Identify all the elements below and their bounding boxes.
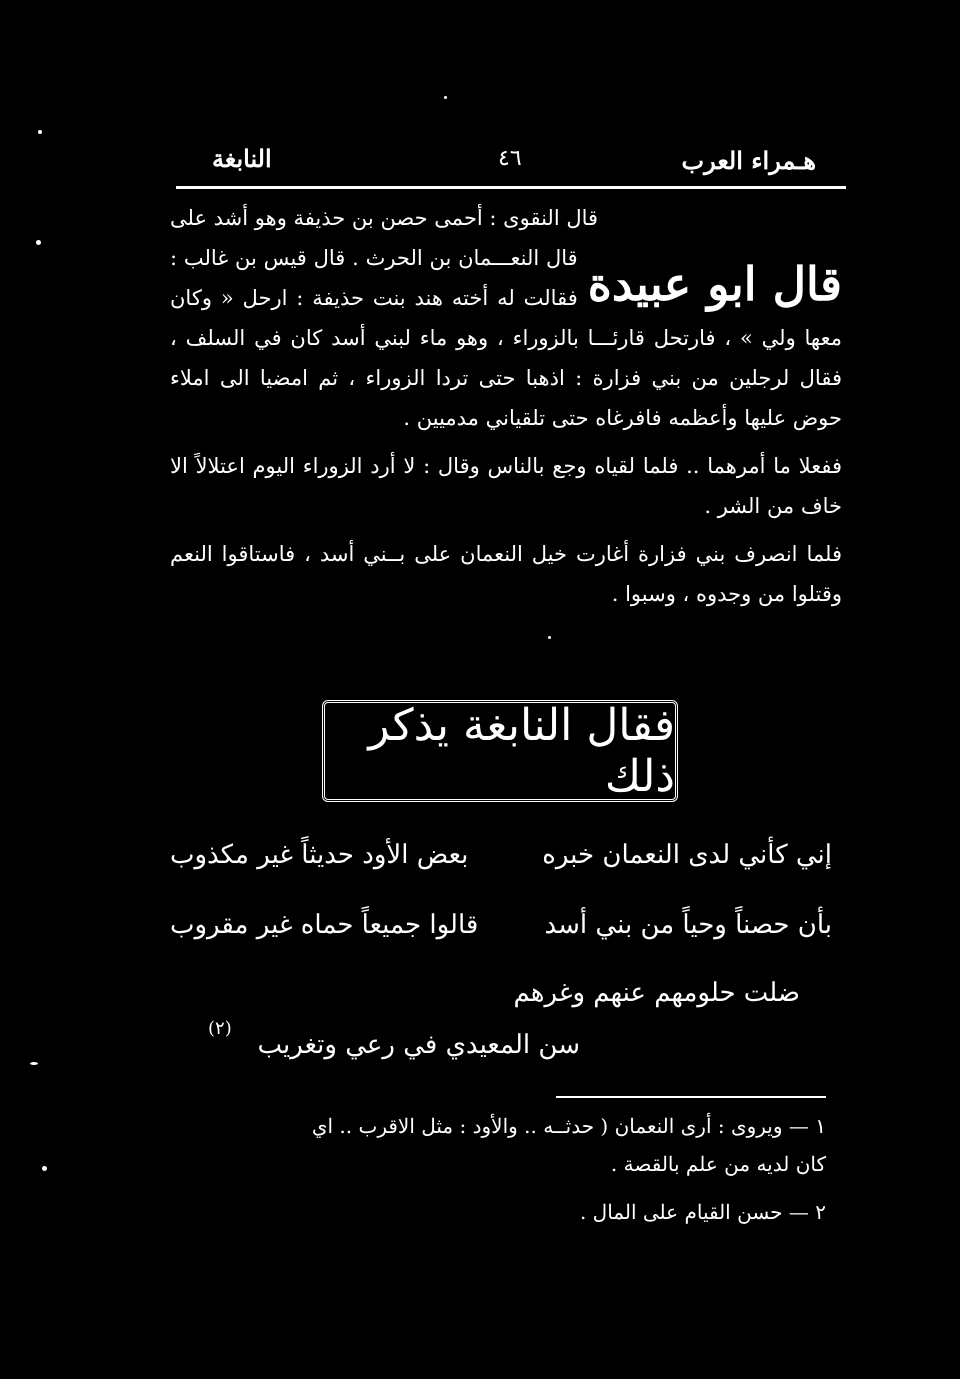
page-number: ٤٦ [498, 146, 522, 171]
page-header [176, 140, 846, 180]
section-title: فقال النابغة يذكر ذلك [368, 700, 675, 802]
footnote-1-line-2: كان لديه من علم بالقصة . [610, 1152, 826, 1176]
scan-speck [42, 1166, 47, 1171]
running-title-left: النابغة [212, 144, 272, 173]
paragraph-2: ففعلا ما أمرهما .. فلما لقياه وجع بالناس وقال : لا أرد الزوراء اليوم اعتلالاً الا خاف من الشر . [170, 454, 842, 518]
scan-speck [30, 1062, 38, 1065]
scan-speck [548, 636, 551, 639]
section-title-box [322, 700, 678, 802]
paragraph-1: قال النعـــمان بن الحرث . قال قيس بن غالب : فقالت له أخته هند بنت حذيفة : ارحل « وكان معها ولي » ، فارتحل قارئـــا بالزوراء ، وهو ماء لبني أسد كان في السلف ، فقال لرجلين من بني فزارة : اذهبا حتى تردا الزوراء ، ثم امضيا الى املاء حوض عليها وأعظمه فافرغاه حتى تلقياني مدميين . [170, 246, 842, 430]
prose-first-line: قال النقوى : أحمى حصن بن حذيفة وهو أشد على [170, 206, 599, 230]
scan-speck [38, 130, 42, 134]
footnote-1-line-1: ١ — ويروى : أرى النعمان ( حدثــه .. والأود : مثل الاقرب .. اي [311, 1114, 826, 1138]
paragraph-3: فلما انصرف بني فزارة أغارت خيل النعمان على بــني أسد ، فاستاقوا النعم وقتلوا من وجدوه ، وسبوا . [170, 542, 842, 606]
footnote-marker: (٢) [208, 1018, 232, 1039]
verse-1-second-hemistich: بعض الأود حديثاً غير مكذوب [170, 840, 469, 870]
running-title-right: هـمراء العرب [681, 146, 816, 175]
footnote-2: ٢ — حسن القيام على المال . [579, 1200, 826, 1224]
header-rule [176, 186, 846, 189]
verse-2-first-hemistich: بأن حصناً وحياً من بني أسد [544, 910, 832, 940]
scan-speck [36, 240, 41, 245]
footnote-rule [556, 1096, 826, 1098]
verse-1-first-hemistich: إني كأني لدى النعمان خبره [542, 840, 832, 870]
lead-phrase: قال ابو عبيدة [587, 257, 842, 311]
prose-block [170, 198, 842, 614]
verse-3-first-hemistich: ضلت حلومهم عنهم وغرهم [513, 978, 800, 1008]
scan-speck [444, 96, 447, 99]
verse-2-second-hemistich: قالوا جميعاً حماه غير مقروب [170, 910, 479, 940]
verse-3-second-hemistich: سن المعيدي في رعي وتغريب [257, 1030, 580, 1060]
